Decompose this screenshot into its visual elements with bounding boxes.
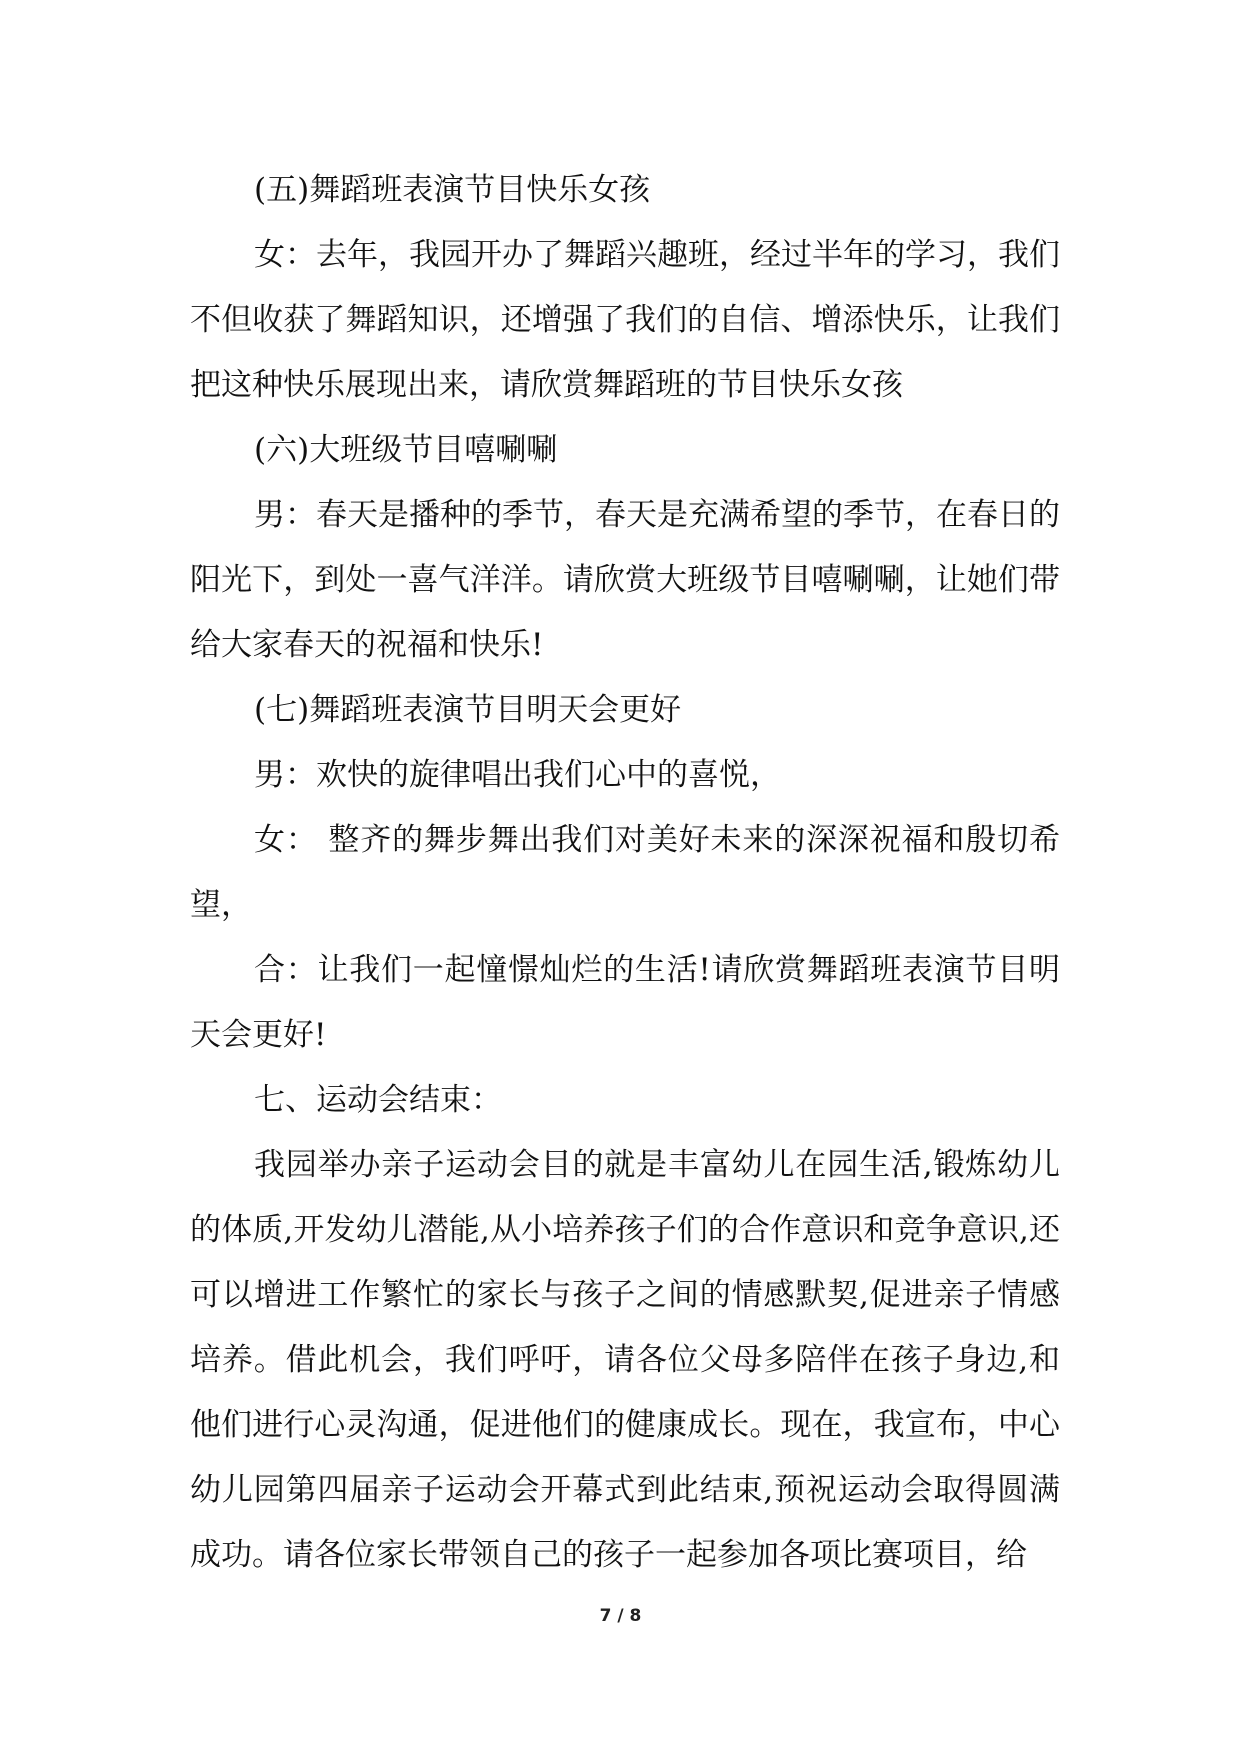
section-heading-7: (七)舞蹈班表演节目明天会更好 [254, 692, 682, 728]
paragraph-male-host-2: 男：欢快的旋律唱出我们心中的喜悦， [254, 757, 781, 793]
document-body [190, 158, 1060, 1588]
page-number: 7 / 8 [599, 1606, 642, 1626]
paragraph-female-host-1: 女：去年，我园开办了舞蹈兴趣班，经过半年的学习，我们不但收获了舞蹈知识，还增强了我们的自信、增添快乐，让我们把这种快乐展现出来，请欣赏舞蹈班的节目快乐女孩 [190, 237, 1060, 403]
paragraph-together: 合：让我们一起憧憬灿烂的生活!请欣赏舞蹈班表演节目明天会更好! [190, 952, 1060, 1053]
section-heading-6: (六)大班级节目嘻唰唰 [254, 432, 558, 468]
paragraph-female-host-2: 女： 整齐的舞步舞出我们对美好未来的深深祝福和殷切希望， [190, 822, 1060, 923]
section-heading-5: (五)舞蹈班表演节目快乐女孩 [254, 172, 651, 208]
paragraph-closing-speech: 我园举办亲子运动会目的就是丰富幼儿在园生活,锻炼幼儿的体质,开发幼儿潜能,从小培养孩子们的合作意识和竞争意识,还可以增进工作繁忙的家长与孩子之间的情感默契,促进亲子情感培养。借此机会，我们呼吁，请各位父母多陪伴在孩子身边,和他们进行心灵沟通，促进他们的健康成长。现在，我宣布，中心幼儿园第四届亲子运动会开幕式到此结束,预祝运动会取得圆满成功。请各位家长带领自己的孩子一起参加各项比赛项目，给 [190, 1147, 1060, 1573]
paragraph-male-host-1: 男：春天是播种的季节，春天是充满希望的季节，在春日的阳光下，到处一喜气洋洋。请欣赏大班级节目嘻唰唰，让她们带给大家春天的祝福和快乐! [190, 497, 1060, 663]
section-heading-closing: 七、运动会结束： [254, 1082, 502, 1118]
